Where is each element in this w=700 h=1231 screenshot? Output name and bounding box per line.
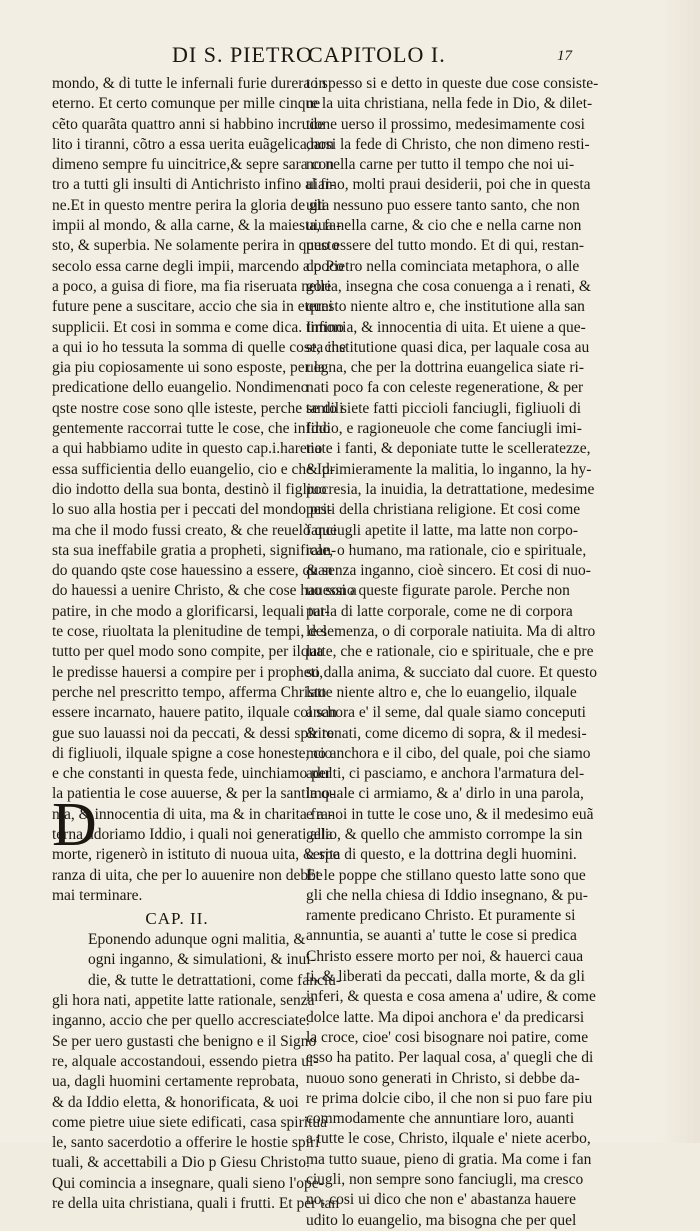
text-line: qste nostre cose sono qlle isteste, perche se dili	[52, 399, 344, 417]
text-line: perche nel prescritto tempo, afferma Christo	[52, 683, 327, 701]
text-line: essa sufficientia dello euangelio, cio e che Id-	[52, 460, 335, 478]
text-line: la quale ci armiamo, & a' dirlo in una parola,	[306, 785, 584, 803]
text-line: future pene a suscitare, accio che sia in eterni	[52, 298, 334, 316]
text-line: timonia, & innocentia di uita. Et uiene a que-	[306, 318, 586, 336]
text-line: darsi la fede di Christo, che non dimeno resti-	[306, 135, 590, 153]
text-line: mai terminare.	[52, 886, 143, 904]
text-line: puo essere del tutto mondo. Et di qui, restan-	[306, 237, 585, 255]
text-line: supplicii. Et cosi in somma e come dica. Infino	[52, 318, 344, 336]
text-line: e a noi in tutte le cose uno, & il medesimo euã	[306, 805, 594, 823]
text-line: ramente predicano Christo. Et puramente si	[306, 907, 576, 925]
text-line: inferi, & questa e cosa amena a' udire, & come	[306, 988, 596, 1006]
text-line: tro a tutti gli insulti di Antichristo infino al fi-	[52, 176, 335, 194]
text-line: tutto per quel modo sono compite, per ilqua	[52, 643, 324, 661]
text-line: gentemente raccorrai tutte le cose, che infino	[52, 420, 331, 438]
text-line: patire, in che modo a glorificarsi, lequali tut-	[52, 602, 330, 620]
text-line: sta institutione quasi dica, per laquale cosa au	[306, 338, 590, 356]
text-line: dio indotto della sua bonta, destinò il figliuo	[52, 480, 327, 498]
text-line: esso ha patito. Per laqual cosa, a' quegli che di	[306, 1049, 594, 1067]
text-line: lito i tiranni, cõtro a essa uerita euãgelica,non	[52, 135, 334, 153]
text-line: ciugli, non sempre sono fanciugli, ma cresco	[306, 1171, 584, 1189]
text-line: impii al mondo, & alla carne, & la maiesta, fa-	[52, 217, 342, 235]
text-line: a poco, a guisa di fiore, ma fia riseruata nelle	[52, 277, 332, 295]
text-line: essere incarnato, hauere patito, ilquale col san	[52, 704, 337, 722]
text-line: uiua nella carne, & cio che e nella carne non	[306, 217, 582, 235]
running-head-left: DI S. PIETRO	[172, 42, 313, 67]
text-line: ne.Et in questo mentre perira la gloria de gli	[52, 196, 326, 214]
text-line: adulti, ci pasciamo, e anchora l'armatura del-	[306, 765, 585, 783]
text-line: & primieramente la malitia, lo inganno, la hy-	[306, 460, 592, 478]
text-line: ogni inganno, & simulationi, & inui-	[88, 951, 316, 969]
text-line: Se per uero gustasti che benigno e il Signo	[52, 1032, 317, 1050]
text-line: gli hora nati, appetite latte rationale, senza	[52, 992, 315, 1010]
text-line: parla di latte corporale, come ne di corpora	[306, 602, 573, 620]
drop-cap-initial: D	[52, 791, 97, 859]
text-line: re della uita christiana, quali i frutti. Et per tan	[52, 1195, 340, 1213]
text-line: do quando qste cose hauessino a essere, quan	[52, 562, 333, 580]
text-line: eterno. Et certo comunque per mille cinque	[52, 95, 321, 113]
text-line: die, & tutte le detrattationi, come fanciu-	[88, 971, 342, 989]
text-line: la patientia le cose auuerse, & per la santimo-	[52, 785, 335, 803]
text-line: udito lo euangelio, ma bisogna che per quel	[306, 1211, 577, 1229]
text-line: gue suo lauassi noi da peccati, & dessi spirito	[52, 724, 334, 742]
text-line: morte, rigenerò in istituto di nuoua uita, & spe	[52, 846, 340, 864]
text-line: Eponendo adunque ogni malitia, &	[88, 931, 306, 949]
text-line: uegna, che per la dottrina euangelica siate ri-	[306, 359, 585, 377]
text-line: le predisse hauersi a compire per i propheti,	[52, 663, 324, 681]
text-line: cerita di questo, e la dottrina degli huomini.	[306, 846, 577, 864]
text-line: a tutte le cose, Christo, ilquale e' niete acerbo,	[306, 1130, 591, 1148]
text-line: pocresia, la inuidia, la detrattatione, medesime	[306, 480, 595, 498]
text-line: & senza inganno, cioè sincero. Et cosi di nuo-	[306, 562, 591, 580]
text-line: gia piu copiosamente ui sono esposte, per la	[52, 359, 325, 377]
text-line: no, cosi ui dico che non e' abastanza hauere	[306, 1191, 577, 1209]
text-line: rale, o humano, ma rationale, cio e spirituale,	[306, 541, 587, 559]
text-line: terna adoriamo Iddio, i quali noi generati alla	[52, 825, 333, 843]
text-line: do hauessi a uenire Christo, & che cose hauessi a	[52, 582, 357, 600]
text-line: questo niente altro e, che institutione alla san	[306, 298, 585, 316]
text-line: do Pietro nella cominciata metaphora, o alle	[306, 257, 580, 275]
text-line: gelio, & quello che ammisto corrompe la sin	[306, 825, 583, 843]
text-line: di figliuoli, ilquale spigne a cose honeste, cio	[52, 744, 333, 762]
text-line: ti, & liberati da peccati, dalla morte, & da gli	[306, 968, 585, 986]
text-line: sta sua ineffabile gratia a propheti, significan-	[52, 541, 337, 559]
text-line: so dalla anima, & succiato dal cuore. Et questo	[306, 663, 597, 681]
text-line: mo anchora e il cibo, del quale, poi che siamo	[306, 744, 591, 762]
text-line: goria, insegna che cosa conuenga a i renati, &	[306, 277, 591, 295]
left-column-text-top	[52, 74, 357, 906]
left-column	[52, 74, 357, 1214]
text-line: re prima dolcie cibo, il che non si puo fare piu	[306, 1089, 593, 1107]
text-line: ranza di uita, che per lo auuenire non debbe	[52, 866, 323, 884]
text-line: sto, & superbia. Ne solamente perira in questo	[52, 237, 340, 255]
right-column	[306, 74, 606, 1231]
text-line: le, santo sacerdotio a offerire le hostie spiri	[52, 1134, 320, 1152]
text-line: uiamo, molti praui desiderii, poi che in questa	[306, 176, 591, 194]
text-line: predicatione dello euangelio. Nondimeno	[52, 379, 309, 397]
text-line: dolce latte. Ma dipoi anchora e' da predicarsi	[306, 1008, 585, 1026]
folio-number: 17	[557, 48, 572, 64]
running-head-right: CAPITOLO I.	[308, 42, 446, 67]
text-line: fanciugli apetite il latte, ma latte non corpo-	[306, 521, 579, 539]
text-line: Qui comincia a insegnare, quali sieno l'ope-	[52, 1174, 324, 1192]
text-line: tuali, & accettabili a Dio p Giesu Christo.	[52, 1154, 310, 1172]
text-line: & renati, come dicemo di sopra, & il medesi-	[306, 724, 587, 742]
text-line: a qui habbiamo udite in questo cap.i.hareno	[52, 440, 323, 458]
text-line: & da Iddio eletta, & honorificata, & uoi	[52, 1093, 299, 1111]
running-head	[0, 42, 700, 72]
text-line: cẽto quarãta quattro anni si habbino incrude	[52, 115, 325, 133]
text-line: tanto siete fatti piccioli fanciugli, figliuoli di	[306, 399, 582, 417]
text-line: inganno, accio che per quello accresciate.	[52, 1012, 310, 1030]
text-line: anchora e' il seme, dal quale siamo conceputi	[306, 704, 586, 722]
text-line: uo sono queste figurate parole. Perche non	[306, 582, 570, 600]
text-line: e che constanti in questa fede, uinchiamo per	[52, 765, 331, 783]
text-line: dimeno sempre fu uincitrice,& sepre sara con	[52, 156, 334, 174]
text-line: latte, che e rationale, cio e spirituale, che e pre	[306, 643, 594, 661]
text-line: pesti della christiana religione. Et cosi come	[306, 501, 581, 519]
text-line: te cose, riuoltata la plenitudine de tempi, del	[52, 623, 328, 641]
text-line: mondo, & di tutte le infernali furie durera in	[52, 75, 327, 92]
text-line: lo suo alla hostia per i peccati del mondo pri-	[52, 501, 333, 519]
text-line: come pietre uiue siete edificati, casa spiritua	[52, 1113, 328, 1131]
text-line: a qui io ho tessuta la somma di quelle cose, che	[52, 338, 346, 356]
text-line: ua, dagli huomini certamente reprobata,	[52, 1073, 300, 1091]
left-column-text-bottom	[52, 930, 342, 1214]
text-line: secolo essa carne degli impii, marcendo a poco	[52, 257, 344, 275]
text-line: nati poco fa con celeste regeneratione, & per	[306, 379, 584, 397]
page-edge-shadow	[660, 0, 700, 1143]
text-line: ma tutto suaue, pieno di gratia. Ma come i fan	[306, 1150, 592, 1168]
text-line: re, alquale accostandoui, essendo pietra ui-	[52, 1052, 319, 1070]
text-line: Christo essere morto per noi, & hauerci caua	[306, 947, 584, 965]
text-line: tione uerso il prossimo, medesimamente cosi	[306, 115, 585, 133]
text-line: Et le poppe che stillano questo latte sono que	[306, 866, 586, 884]
text-line: to spesso si e detto in queste due cose consiste-	[306, 75, 599, 92]
text-line: ma che il modo fussi creato, & che reuelò que	[52, 521, 337, 539]
text-line: nuouo sono generati in Christo, si debbe da-	[306, 1069, 580, 1087]
text-line: uita nessuno puo essere tanto santo, che non	[306, 196, 580, 214]
text-line: latte niente altro e, che lo euangelio, ilquale	[306, 683, 577, 701]
text-line: la croce, cioe' cosi bisognare noi patire, come	[306, 1028, 589, 1046]
text-line: le semenza, o di corporale natiuita. Ma di altro	[306, 623, 596, 641]
text-line: re la uita christiana, nella fede in Dio, & dilet-	[306, 95, 593, 113]
text-line: nia, & innocentia di uita, ma & in charita fra-	[52, 805, 334, 823]
text-line: tiate i fanti, & deponiate tutte le scelleratezze,	[306, 440, 591, 458]
chapter-heading: CAP. II.	[145, 909, 209, 929]
text-line: gli che nella chiesa di Iddio insegnano, & pu-	[306, 886, 588, 904]
text-line: no nella carne per tutto il tempo che noi ui-	[306, 156, 575, 174]
text-line: Iddio, e ragioneuole che come fanciugli imi-	[306, 420, 582, 438]
text-line: annuntia, se auanti a' tutte le cose si predica	[306, 927, 577, 945]
text-line: commodamente che annuntiare loro, auanti	[306, 1110, 575, 1128]
